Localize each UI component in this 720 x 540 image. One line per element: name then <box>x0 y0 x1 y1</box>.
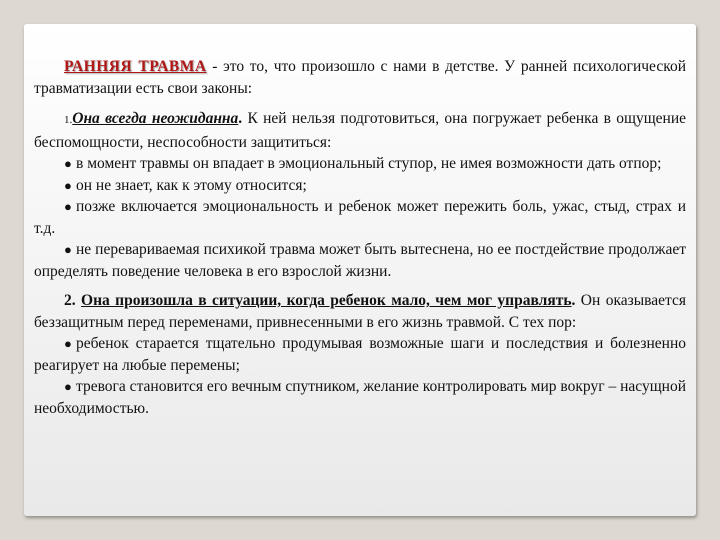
intro-paragraph <box>34 56 686 99</box>
section1-bullet-text: не перевариваемая психикой травма может быть вытеснена, но ее постдействие продолжает определять поведение человека в его взрослой жизни. <box>34 241 686 280</box>
bullet-icon: ● <box>64 336 72 351</box>
section2-number: 2. <box>64 292 82 309</box>
section1-bullet <box>34 196 686 239</box>
section1-bullet <box>34 239 686 282</box>
bullet-icon: ● <box>64 156 72 171</box>
section1-text: К ней нельзя подготовиться, она погружает ребенка в ощущение беспомощности, неспособности защититься: <box>34 110 686 151</box>
section2-heading: Она произошла в ситуации, когда ребенок мало, чем мог управлять <box>81 292 572 309</box>
bullet-icon: ● <box>64 242 72 257</box>
section2-bullet <box>34 333 686 376</box>
section2-text: Он оказывается беззащитным перед переменами, привнесенными в его жизнь травмой. С тех пор: <box>34 292 687 331</box>
section1-bullet-text: в момент травмы он впадает в эмоциональный ступор, не имея возможности дать отпор; <box>76 155 662 172</box>
bullet-icon: ● <box>64 379 72 394</box>
bullet-icon: ● <box>64 177 72 193</box>
bullet-icon: ● <box>64 199 72 214</box>
section1-heading: Она всегда неожиданна <box>72 110 239 127</box>
section1-bullet <box>34 175 686 197</box>
section1-bullet <box>34 153 686 175</box>
section1-bullet-text: позже включается эмоциональность и ребенок может пережить боль, ужас, стыд, страх и т.д. <box>34 198 686 237</box>
section2-heading-end: . <box>571 292 576 309</box>
section2-paragraph <box>34 290 686 333</box>
intro-text: - это то, что произошло с нами в детстве. У ранней психологической травматизации есть свои законы: <box>34 58 686 97</box>
section1-paragraph <box>34 108 686 153</box>
section2-bullet-text: ребенок старается тщательно продумывая возможные шаги и последствия и болезненно реагирует на любые перемены; <box>34 335 686 374</box>
section1-bullet-text: он не знает, как к этому относится; <box>76 176 307 194</box>
section1-heading-end: . <box>238 110 243 127</box>
intro-title: РАННЯЯ ТРАВМА <box>64 58 207 75</box>
section1-number: 1. <box>64 114 73 126</box>
section2-bullet <box>34 376 686 419</box>
slide <box>24 24 696 516</box>
section2-bullet-text: тревога становится его вечным спутником, желание контролировать мир вокруг – насущной необходимостью. <box>34 378 686 417</box>
